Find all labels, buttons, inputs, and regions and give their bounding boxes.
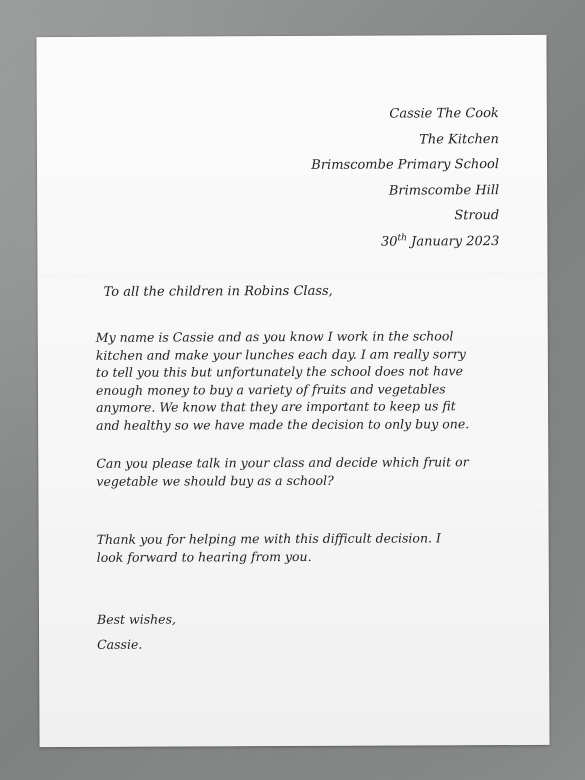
date-day: 30 [380, 234, 398, 250]
paragraph-line: Can you please talk in your class and decide which fruit or [96, 454, 469, 471]
paragraph-line: and healthy so we have made the decision to only buy one. [96, 415, 470, 433]
letter-paper [36, 35, 549, 747]
address-line-department: The Kitchen [419, 131, 499, 148]
letter-signoff [97, 607, 176, 657]
paragraph-line: look forward to hearing from you. [96, 548, 312, 565]
closing-line: Best wishes, [96, 611, 176, 627]
paper-fold-line [37, 273, 547, 277]
letter-date [312, 229, 500, 255]
paragraph-line: My name is Cassie and as you know I work in the school [95, 328, 454, 345]
letter-paragraph-2 [96, 453, 516, 490]
paragraph-line: vegetable we should buy as a school? [96, 472, 334, 489]
address-line-street: Brimscombe Hill [388, 182, 500, 199]
date-suffix: th [397, 233, 407, 244]
sender-address [311, 101, 499, 255]
address-line-name: Cassie The Cook [389, 106, 499, 122]
paragraph-line: anymore. We know that they are important to keep us fit [96, 398, 456, 415]
paragraph-line: Thank you for helping me with this difficult decision. I [96, 530, 441, 547]
letter-paragraph-1 [96, 327, 516, 434]
paper-fold-line [39, 510, 549, 514]
address-line-town: Stroud [454, 208, 500, 224]
paragraph-line: kitchen and make your lunches each day. I am really sorry [95, 345, 466, 363]
letter-paragraph-3 [97, 529, 517, 566]
letter-greeting: To all the children in Robins Class, [103, 283, 333, 300]
paragraph-line: to tell you this but unfortunately the school does not have [95, 363, 464, 380]
address-line-school: Brimscombe Primary School [311, 157, 500, 174]
signature-name: Cassie. [97, 636, 143, 652]
date-rest: January 2023 [406, 234, 500, 250]
paragraph-line: enough money to buy a variety of fruits and vegetables [95, 380, 446, 398]
